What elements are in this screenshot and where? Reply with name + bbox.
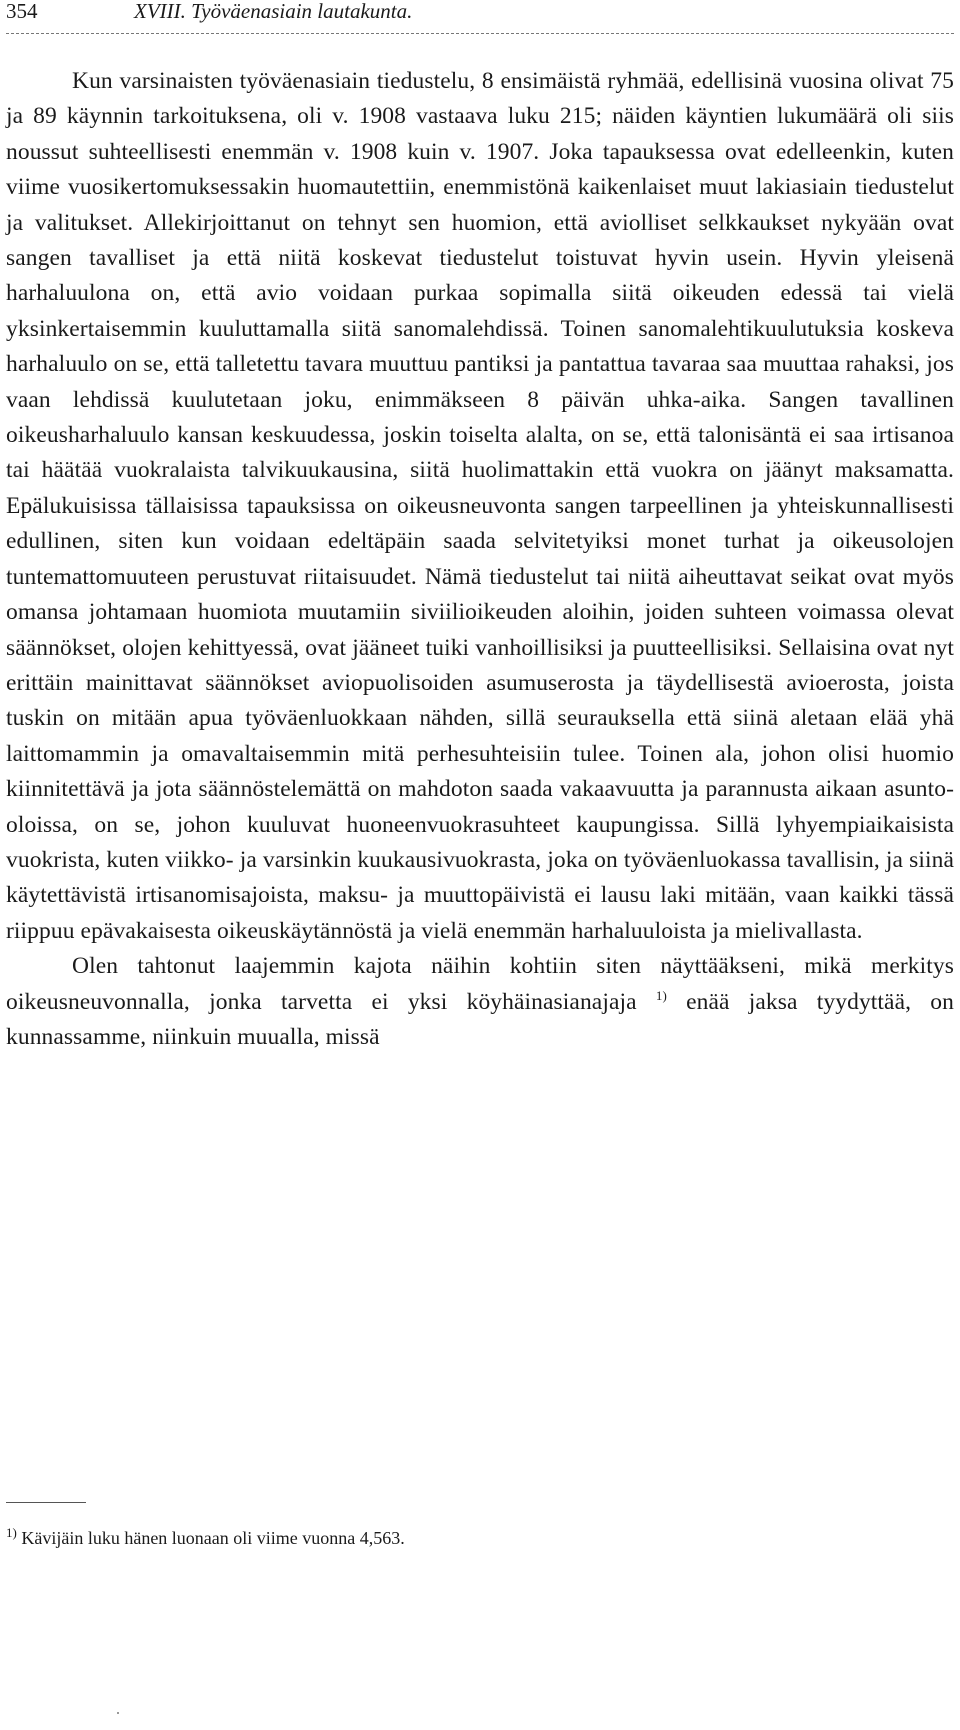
paragraph-2-continuation: enää jaksa tyydyttää, on kunnassamme, niinkuin muualla, missä [6,988,954,1050]
paragraph-2 [6,949,954,1055]
paragraph-1: Kun varsinaisten työväenasiain tiedustelu, 8 ensimäistä ryhmää, edellisinä vuosina olivat 75 ja 89 käynnin tarkoituksena, oli v. 1908 vastaava luku 215; näiden käyntien lukumäärä oli siis noussut suhteellisesti enemmän v. 1908 kuin v. 1907. Joka tapauksessa ovat edelleenkin, kuten viime vuosikertomuksessakin huomautettiin, enemmistönä kaikenlaiset muut lakiasiain tiedustelut ja valitukset. Allekirjoittanut on tehnyt sen huomion, että aviolliset selkkaukset nykyään ovat sangen tavalliset ja että niitä koskevat tiedustelut toistuvat hyvin usein. Hyvin yleisenä harhaluulona on, että avio voidaan purkaa sopimalla siitä oikeuden edessä tai vielä yksinkertaisemmin kuuluttamalla siitä sanomalehdissä. Toinen sanomalehtikuulutuksia koskeva harhaluulo on se, että talletettu tavara muuttuu pantiksi ja pantattua tavaraa saa muuttaa rahaksi, jos vaan lehdissä kuulutetaan joku, enimmäkseen 8 päivän uhka-aika. Sangen tavallinen oikeusharhaluulo kansan keskuudessa, joskin toiselta alalta, on se, että talonisäntä ei saa irtisanoa tai häätää vuokralaista talvikuukausina, siitä huolimattakin että vuokra on jäänyt maksamatta. Epälukuisissa tällaisissa tapauksissa on oikeusneuvonta sangen tarpeellinen ja yhteiskunnallisesti edullinen, siten kun voidaan edeltäpäin saada selvitetyiksi monet turhat ja oikeusolojen tuntemattomuuteen perustuvat riitaisuudet. Nämä tiedustelut tai niitä aiheuttavat seikat ovat myös omansa johtamaan huomiota muutamiin siviilioikeuden aloihin, joiden suhteen voimassa olevat säännökset, olojen kehittyessä, ovat jääneet tuiki vanhoillisiksi ja puutteellisiksi. Sellaisina ovat nyt erittäin mainittavat säännökset aviopuolisoiden asumuserosta ja täydellisestä avioerosta, joista tuskin on mitään apua työväenluokkaan nähden, sillä seurauksella että siinä aletaan elää yhä laittomammin ja omavaltaisemmin mitä perhesuhteisiin tulee. Toinen ala, johon olisi huomio kiinnitettävä ja jota säännöstelemättä on mahdoton saada vakaavuutta ja parannusta aikaan asunto-oloissa, on se, johon kuuluvat huoneenvuokrasuhteet kaupungissa. Sillä lyhyempiaikaisista vuokrista, kuten viikko- ja varsinkin kuukausivuokrasta, joka on työväenluokassa tavallisin, ja siinä käytettävistä irtisanomisajoista, maksu- ja muuttopäivistä ei lausu laki mitään, vaan kaikki tässä riippuu epävakaisesta oikeuskäytännöstä ja vielä enemmän harhaluuloista ja mielivallasta. [6,68,954,944]
paragraph-2-text: Olen tahtonut laajemmin kajota näihin kohtiin siten näyttääkseni, mikä merkitys oikeusneuvonnalla, jonka tarvetta ei yksi köyhäinasianajaja [6,953,954,1015]
page-number: 354 [6,0,38,23]
footnote-rule [6,1502,86,1503]
header-rule [6,33,954,34]
running-title: XVIII. Työväenasiain lautakunta. [134,0,413,23]
footnote-marker: 1) [6,1525,17,1540]
body-text [6,64,954,1055]
footnote-reference: 1) [655,987,667,1003]
footnote [6,1526,954,1550]
print-speck [117,1712,119,1714]
page-header [6,0,954,40]
footnote-text: Kävijäin luku hänen luonaan oli viime vuonna 4,563. [21,1528,405,1548]
